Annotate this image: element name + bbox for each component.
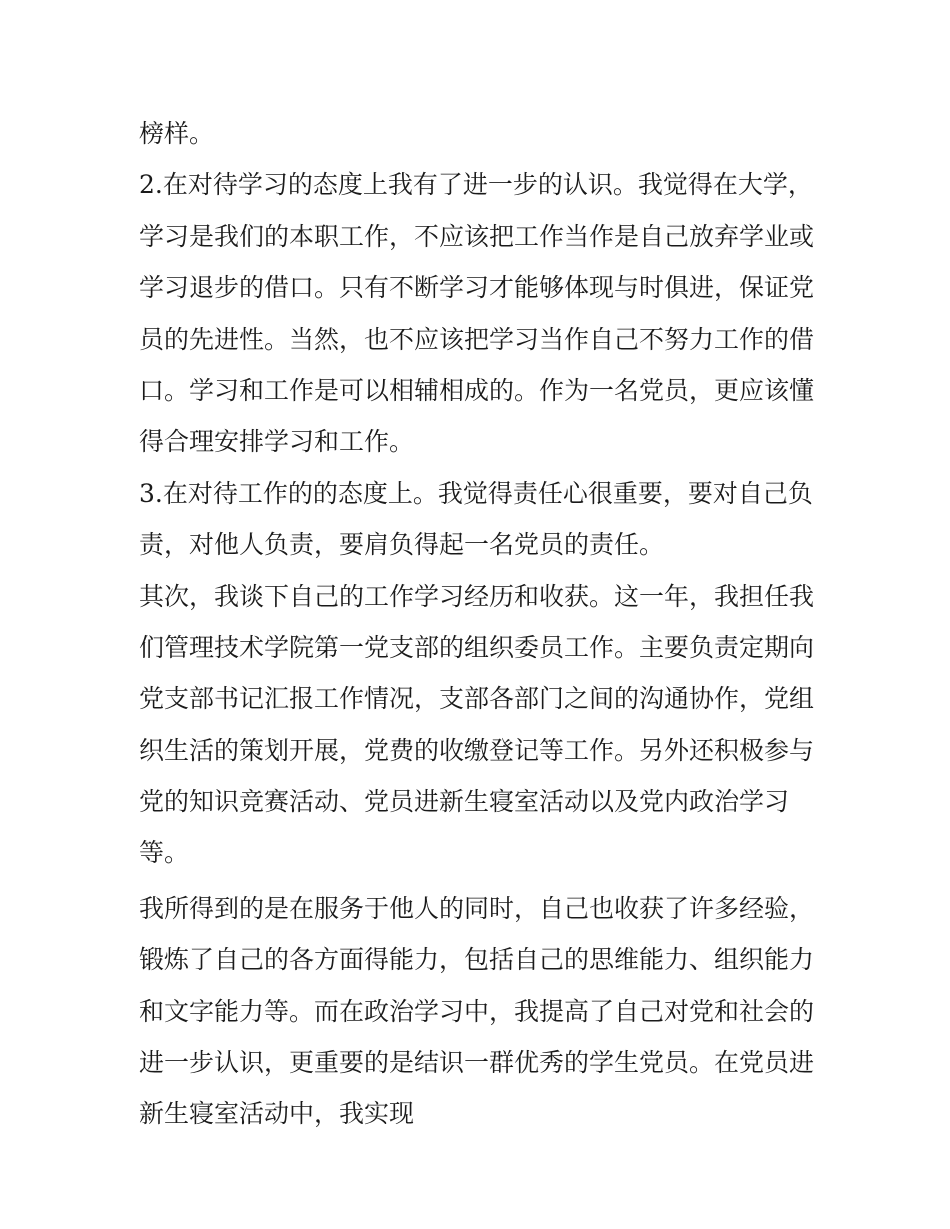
text-line: 锻炼了自己的各方面得能力，包括自己的思维能力、组织能力	[139, 945, 815, 975]
text-line: 学习是我们的本职工作，不应该把工作当作是自己放弃学业或	[139, 221, 815, 251]
text-line: 党的知识竞赛活动、党员进新生寝室活动以及党内政治学习	[139, 787, 790, 817]
text-line: 榜样。	[139, 119, 215, 148]
text-line: 其次，我谈下自己的工作学习经历和收获。这一年，我担任我	[139, 581, 815, 611]
text-line: 学习退步的借口。只有不断学习才能够体现与时俱进，保证党	[139, 273, 815, 303]
text-line: 3.在对待工作的的态度上。我觉得责任心很重要，要对自己负	[139, 478, 813, 508]
text-line: 员的先进性。当然，也不应该把学习当作自己不努力工作的借	[139, 324, 815, 354]
text-line: 党支部书记汇报工作情况，支部各部门之间的沟通协作，党组	[139, 684, 815, 714]
text-line: 新生寝室活动中，我实现	[139, 1099, 415, 1129]
text-line: 进一步认识，更重要的是结识一群优秀的学生党员。在党员进	[139, 1048, 815, 1078]
text-line: 我所得到的是在服务于他人的同时，自己也收获了许多经验，	[139, 893, 815, 923]
text-line: 们管理技术学院第一党支部的组织委员工作。主要负责定期向	[139, 632, 815, 662]
text-line: 织生活的策划开展，党费的收缴登记等工作。另外还积极参与	[139, 735, 815, 765]
text-line: 2.在对待学习的态度上我有了进一步的认识。我觉得在大学，	[139, 170, 813, 200]
text-line: 责，对他人负责，要肩负得起一名党员的责任。	[139, 530, 665, 560]
text-line: 口。学习和工作是可以相辅相成的。作为一名党员，更应该懂	[139, 375, 815, 405]
text-line: 得合理安排学习和工作。	[139, 427, 415, 457]
text-line: 等。	[139, 838, 190, 868]
text-line: 和文字能力等。而在政治学习中，我提高了自己对党和社会的	[139, 996, 815, 1026]
body-text	[139, 108, 819, 1140]
